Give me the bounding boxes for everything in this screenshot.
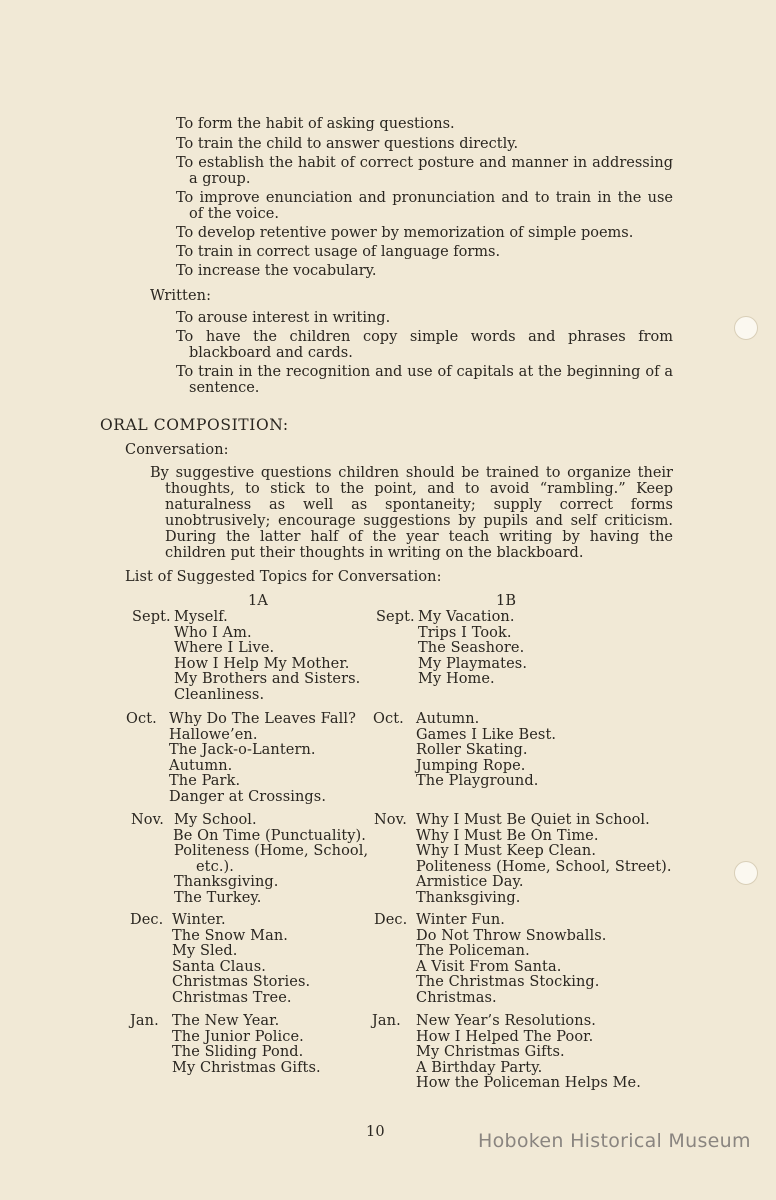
objective-6: To train in correct usage of language forms. xyxy=(176,244,501,260)
topic-item: Be On Time (Punctuality). xyxy=(173,827,367,844)
topic-item: Hallowe’en. xyxy=(169,726,258,743)
conversation-label: Conversation: xyxy=(125,442,229,458)
topic-item: Trips I Took. xyxy=(418,624,512,641)
topic-item: Thanksgiving. xyxy=(416,890,521,906)
objective-1: To form the habit of asking questions. xyxy=(176,116,455,132)
topic-item: The Park. xyxy=(169,773,241,790)
month-label-left-0: Sept. xyxy=(132,609,171,625)
topic-item: Christmas Stories. xyxy=(172,974,311,991)
topic-item: New Year’s Resolutions. xyxy=(416,1013,596,1029)
topic-item: A Visit From Santa. xyxy=(416,958,562,975)
topic-item: Why I Must Keep Clean. xyxy=(416,843,597,860)
topic-item: How I Helped The Poor. xyxy=(416,1028,594,1045)
topic-item: A Birthday Party. xyxy=(416,1059,543,1076)
month-label-right-0: Sept. xyxy=(376,609,415,625)
objective-2: To train the child to answer questions directly. xyxy=(176,136,519,152)
topic-item: The Snow Man. xyxy=(172,927,288,944)
month-label-right-2: Nov. xyxy=(374,812,407,828)
topic-item: etc.). xyxy=(196,858,235,875)
topic-item: Why Do The Leaves Fall? xyxy=(169,711,356,727)
topic-item: The Jack-o-Lantern. xyxy=(169,742,316,759)
topic-item: The Junior Police. xyxy=(172,1028,304,1045)
topic-item: My Christmas Gifts. xyxy=(172,1059,321,1076)
topic-item: The Turkey. xyxy=(174,890,262,906)
topic-item: Danger at Crossings. xyxy=(169,789,327,805)
topic-item: How I Help My Mother. xyxy=(174,655,350,672)
month-label-left-1: Oct. xyxy=(126,711,157,727)
topic-item: My Christmas Gifts. xyxy=(416,1044,565,1061)
topic-item: The Sliding Pond. xyxy=(172,1044,304,1061)
topic-item: The Christmas Stocking. xyxy=(416,974,600,991)
topic-item: Do Not Throw Snowballs. xyxy=(416,927,607,944)
month-label-right-1: Oct. xyxy=(373,711,404,727)
binder-hole-bottom xyxy=(734,861,758,885)
topic-item: Games I Like Best. xyxy=(416,726,557,743)
topic-item: Christmas. xyxy=(416,990,497,1006)
month-label-right-4: Jan. xyxy=(372,1013,401,1029)
written-item-2: To have the children copy simple words and phrases from blackboard and cards. xyxy=(176,329,673,361)
topic-item: Jumping Rope. xyxy=(416,757,526,774)
topic-item: My Home. xyxy=(418,671,495,688)
topic-item: How the Policeman Helps Me. xyxy=(416,1075,641,1092)
binder-hole-top xyxy=(734,316,758,340)
topic-item: Why I Must Be Quiet in School. xyxy=(416,812,650,828)
written-label: Written: xyxy=(150,288,212,304)
topic-item: Myself. xyxy=(174,609,228,625)
written-item-1: To arouse interest in writing. xyxy=(176,310,391,326)
month-label-left-3: Dec. xyxy=(130,912,164,928)
month-label-right-3: Dec. xyxy=(374,912,408,928)
topic-item: The New Year. xyxy=(172,1013,280,1029)
topic-item: Who I Am. xyxy=(174,624,252,641)
topic-item: Armistice Day. xyxy=(416,874,524,891)
objective-5: To develop retentive power by memorization of simple poems. xyxy=(176,225,634,241)
topic-item: The Policeman. xyxy=(416,943,530,960)
topic-item: My Brothers and Sisters. xyxy=(174,671,361,688)
page-number: 10 xyxy=(366,1124,385,1140)
watermark: Hoboken Historical Museum xyxy=(478,1130,751,1152)
topic-item: Where I Live. xyxy=(174,640,275,657)
topic-item: Politeness (Home, School, Street). xyxy=(416,858,672,875)
topic-item: Politeness (Home, School, xyxy=(174,843,369,860)
objective-4: To improve enunciation and pronunciation and to train in the use of the voice. xyxy=(176,190,673,222)
conversation-paragraph: By suggestive questions children should be trained to organize their thoughts, to stick to the point, and to avoid “rambling.” Keep naturalness as well as spontaneity; supply correct forms unobtrusively; encourage suggestions by pupils and self criticism. During the latter half of the year teach writing by having the children put their thoughts in writing on the blackboard. xyxy=(150,465,673,561)
topic-item: Christmas Tree. xyxy=(172,990,292,1006)
column-header-1a: 1A xyxy=(248,593,268,609)
topic-item: Winter. xyxy=(172,912,226,928)
month-label-left-4: Jan. xyxy=(130,1013,159,1029)
topic-item: Roller Skating. xyxy=(416,742,528,759)
topics-label: List of Suggested Topics for Conversation: xyxy=(125,569,442,585)
column-header-1b: 1B xyxy=(496,593,517,609)
topic-item: My Vacation. xyxy=(418,609,515,625)
month-label-left-2: Nov. xyxy=(131,812,164,828)
topic-item: My Playmates. xyxy=(418,655,528,672)
topic-item: Autumn. xyxy=(169,757,233,774)
topic-item: My Sled. xyxy=(172,943,238,960)
topic-item: Winter Fun. xyxy=(416,912,506,928)
written-item-3: To train in the recognition and use of capitals at the beginning of a sentence. xyxy=(176,364,673,396)
objective-7: To increase the vocabulary. xyxy=(176,263,377,279)
topic-item: Autumn. xyxy=(416,711,480,727)
section-heading: ORAL COMPOSITION: xyxy=(100,416,289,434)
objective-3: To establish the habit of correct posture and manner in addressing a group. xyxy=(176,155,673,187)
topic-item: Santa Claus. xyxy=(172,958,266,975)
topic-item: Thanksgiving. xyxy=(174,874,279,891)
topic-item: The Playground. xyxy=(416,773,539,790)
topic-item: My School. xyxy=(174,812,257,828)
topic-item: Cleanliness. xyxy=(174,687,265,703)
topic-item: The Seashore. xyxy=(418,640,525,657)
topic-item: Why I Must Be On Time. xyxy=(416,827,599,844)
